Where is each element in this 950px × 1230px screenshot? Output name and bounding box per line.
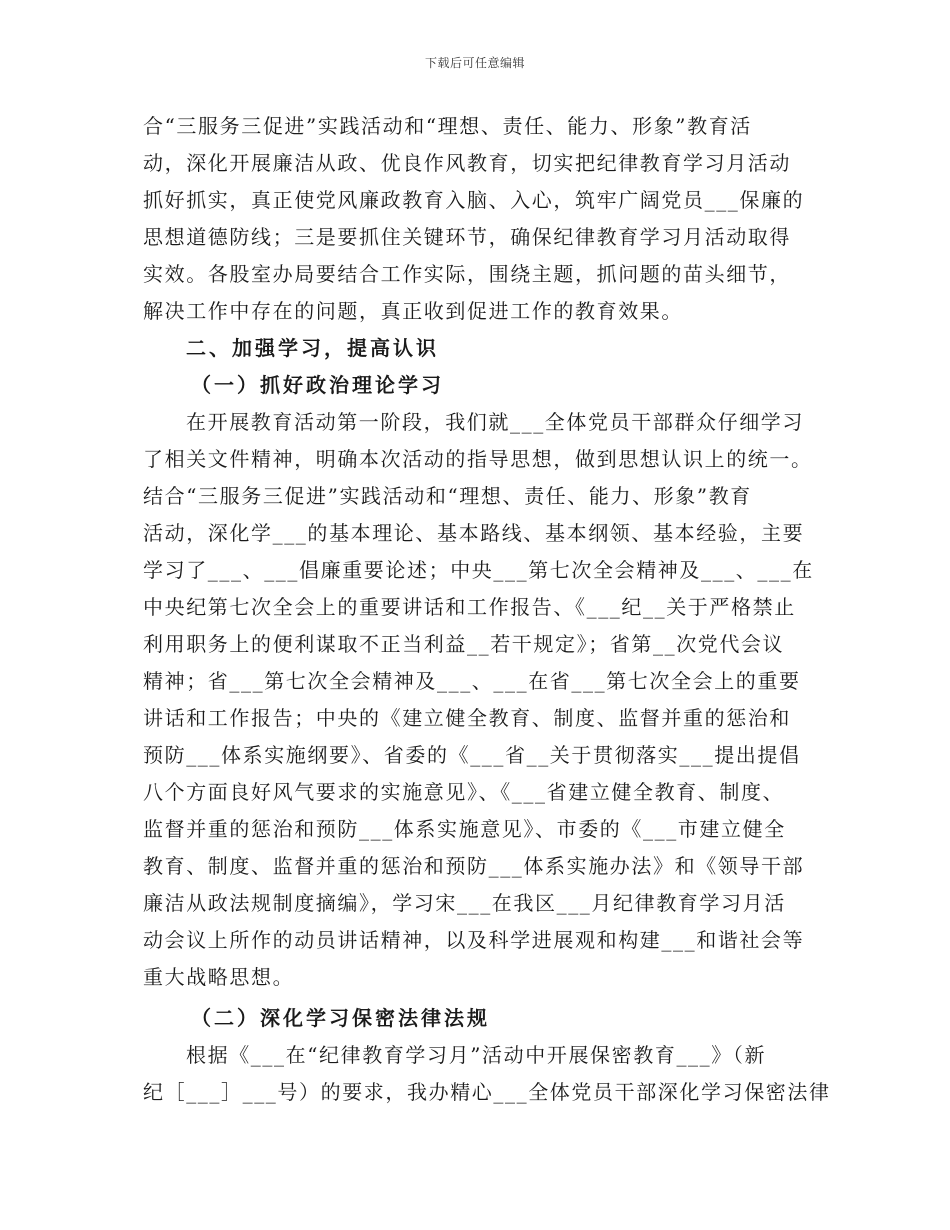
subsection-heading: （一）抓好政治理论学习	[191, 373, 444, 397]
section-heading: 二、加强学习，提高认识	[186, 336, 439, 360]
paragraph-line: 解决工作中存在的问题，真正收到促进工作的教育效果。	[143, 299, 683, 323]
paragraph-line: 纪［___］___号）的要求，我办精心___全体党员干部深化学习保密法律	[143, 1080, 831, 1104]
paragraph-line: 实效。各股室办局要结合工作实际，围绕主题，抓问题的苗头细节，	[143, 262, 791, 286]
paragraph-line: 预防___体系实施纲要》、省委的《___省__关于贯彻落实___提出提倡	[143, 743, 801, 767]
paragraph-line: 廉洁从政法规制度摘编》，学习宋___在我区___月纪律教育学习月活	[143, 891, 786, 915]
paragraph-line: 动，深化开展廉洁从政、优良作风教育，切实把纪律教育学习月活动	[143, 151, 791, 175]
paragraph-line: 教育、制度、监督并重的惩治和预防___体系实施办法》和《领导干部	[143, 854, 805, 878]
paragraph-line: 结合“三服务三促进”实践活动和“理想、责任、能力、形象”教育	[143, 484, 752, 508]
subsection-heading: （二）深化学习保密法律法规	[191, 1006, 490, 1030]
paragraph-line: 抓好抓实，真正使党风廉政教育入脑、入心，筑牢广阔党员___保廉的	[143, 188, 805, 212]
document-body	[143, 108, 831, 1111]
paragraph-line: 重大战略思想。	[143, 965, 295, 989]
paragraph-line: 学习了___、___倡廉重要论述；中央___第七次全会精神及___、___在	[143, 558, 814, 582]
paragraph-line: 思想道德防线；三是要抓住关键环节，确保纪律教育学习月活动取得	[143, 225, 791, 249]
page-header: 下载后可任意编辑	[424, 56, 525, 70]
paragraph-line: 活动，深化学___的基本理论、基本路线、基本纲领、基本经验，主要	[143, 521, 805, 545]
paragraph-line: 了相关文件精神，明确本次活动的指导思想，做到思想认识上的统一。	[143, 447, 813, 471]
paragraph-line: 精神；省___第七次全会精神及___、___在省___第七次全会上的重要	[143, 669, 801, 693]
paragraph-line: 根据《___在“纪律教育学习月”活动中开展保密教育___》（新	[186, 1043, 767, 1067]
paragraph-line: 监督并重的惩治和预防___体系实施意见》、市委的《___市建立健全	[143, 817, 786, 841]
paragraph-line: 动会议上所作的动员讲话精神，以及科学进展观和构建___和谐社会等	[143, 928, 805, 952]
paragraph-line: 八个方面良好风气要求的实施意见》、《___省建立健全教育、制度、	[143, 780, 785, 804]
paragraph-line: 在开展教育活动第一阶段，我们就___全体党员干部群众仔细学习	[186, 410, 804, 434]
paragraph-line: 讲话和工作报告；中央的《建立健全教育、制度、监督并重的惩治和	[143, 706, 791, 730]
paragraph-line: 利用职务上的便利谋取不正当利益__若干规定》；省第__次党代会议	[143, 632, 785, 656]
paragraph-line: 中央纪第七次全会上的重要讲话和工作报告、《___纪__关于严格禁止	[143, 595, 796, 619]
paragraph-line: 合“三服务三促进”实践活动和“理想、责任、能力、形象”教育活	[143, 114, 752, 138]
